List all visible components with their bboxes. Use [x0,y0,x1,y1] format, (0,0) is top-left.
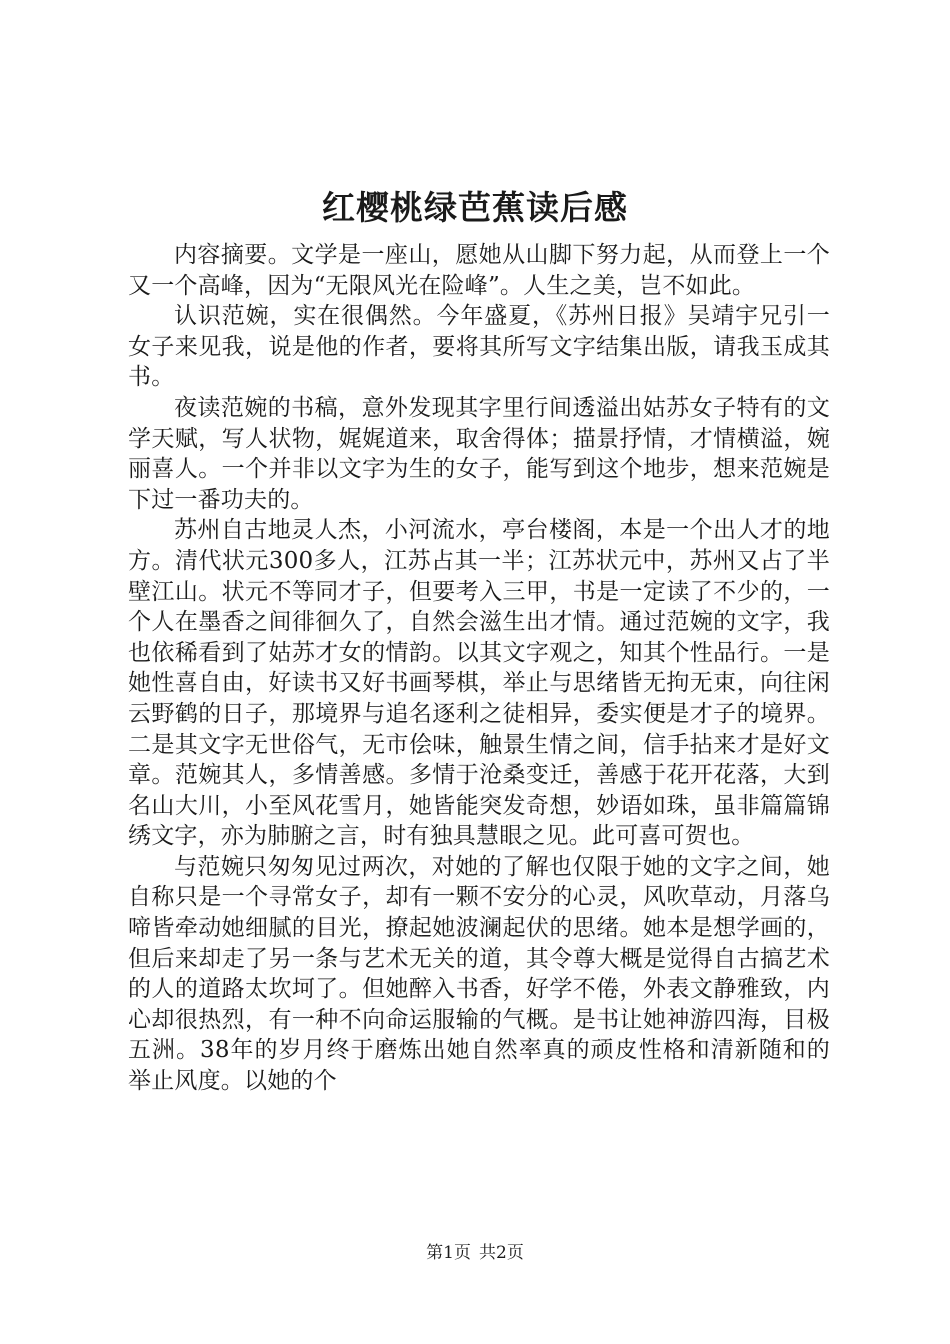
paragraph: 内容摘要。文学是一座山，愿她从山脚下努力起，从而登上一个又一个高峰，因为“无限风光在险峰”。人生之美，岂不如此。 [128,242,830,299]
document-title: 红樱桃绿芭蕉读后感 [322,188,628,227]
document-body [128,240,830,1097]
paragraph: 与范婉只匆匆见过两次，对她的了解也仅限于她的文字之间，她自称只是一个寻常女子，却有一颗不安分的心灵，风吹草动，月落乌啼皆牵动她细腻的目光，撩起她波澜起伏的思绪。她本是想学画的，但后来却走了另一条与艺术无关的道，其令尊大概是觉得自古搞艺术的人的道路太坎坷了。但她醉入书香，好学不倦，外表文静雅致，内心却很热烈，有一种不向命运服输的气概。是书让她神游四海，目极五洲。38年的岁月终于磨炼出她自然率真的顽皮性格和清新随和的举止风度。以她的个 [128,853,830,1095]
paragraph: 认识范婉，实在很偶然。今年盛夏，《苏州日报》吴靖宇兄引一女子来见我，说是他的作者，要将其所写文字结集出版，请我玉成其书。 [128,303,830,391]
paragraph: 苏州自古地灵人杰，小河流水，亭台楼阁，本是一个出人才的地方。清代状元300多人，江苏占其一半；江苏状元中，苏州又占了半壁江山。状元不等同才子，但要考入三甲，书是一定读了不少的，一个人在墨香之间徘徊久了，自然会滋生出才情。通过范婉的文字，我也依稀看到了姑苏才女的情韵。以其文字观之，知其个性品行。一是她性喜自由，好读书又好书画琴棋，举止与思绪皆无拘无束，向往闲云野鹤的日子，那境界与追名逐利之徒相异，委实便是才子的境界。二是其文字无世俗气，无市侩味，触景生情之间，信手拈来才是好文章。范婉其人，多情善感。多情于沧桑变迁，善感于花开花落，大到名山大川，小至风花雪月，她皆能突发奇想，妙语如珠，虽非篇篇锦绣文字，亦为肺腑之言，时有独具慧眼之见。此可喜可贺也。 [128,517,830,850]
page-number: 第1页 [426,1243,471,1263]
paragraph: 夜读范婉的书稿，意外发现其字里行间透溢出姑苏女子特有的文学天赋，写人状物，娓娓道来，取舍得体；描景抒情，才情横溢，婉丽喜人。一个并非以文字为生的女子，能写到这个地步，想来范婉是下过一番功夫的。 [128,394,830,513]
page-footer [0,1241,950,1265]
page-total: 共2页 [479,1243,524,1263]
